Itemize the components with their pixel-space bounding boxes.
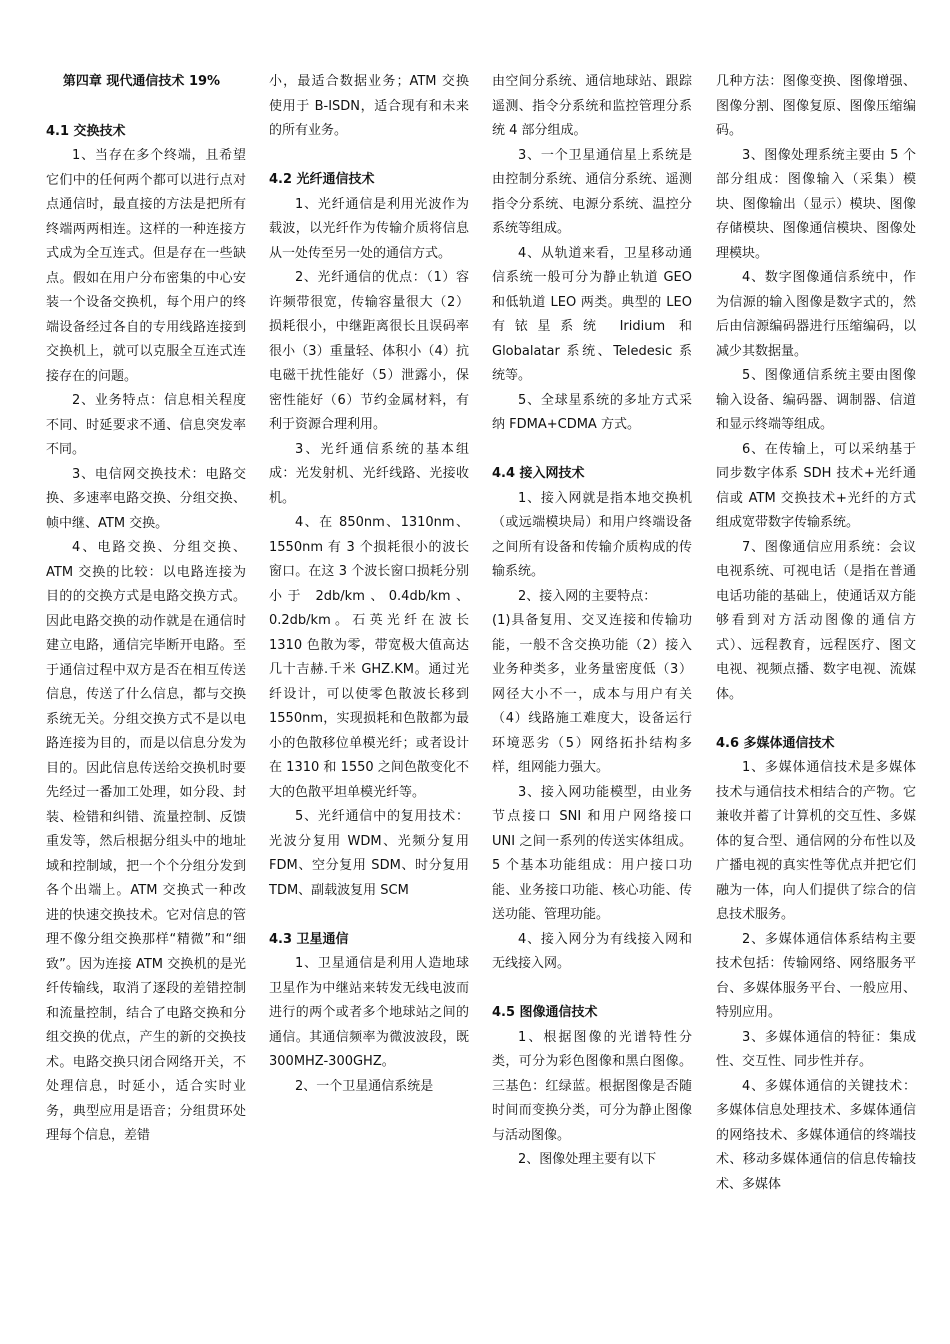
section-heading-4-2: 4.2 光纤通信技术 — [269, 172, 375, 187]
paragraph: 2、一个卫星通信系统是 — [295, 1078, 434, 1094]
paragraph: 1、卫星通信是利用人造地球卫星作为中继站来转发无线电波而进行的两个或者多个地球站之间的通信。其通信频率为微波波段，既 300MHZ-300GHZ。 — [269, 956, 469, 1069]
paragraph: 2、多媒体通信体系结构主要技术包括：传输网络、网络服务平台、多媒体服务平台、一般应用、特别应用。 — [716, 931, 916, 1020]
paragraph: 3、电信网交换技术：电路交换、多速率电路交换、分组交换、帧中继、ATM 交换。 — [46, 466, 246, 531]
section-heading-4-1: 4.1 交换技术 — [46, 123, 126, 139]
paragraph: 4、电路交换、分组交换、ATM 交换的比较：以电路连接为目的的交换方式是电路交换方式。因此电路交换的动作就是在通信时建立电路，通信完毕断开电路。至于通信过程中双方是否在相互传送信息，传送了什么信息，都与交换系统无关。分组交换方式不是以电路连接为目的，而是以信息分发为目的。因此信息传送给交换机时要先经过一番加工处理，如分段、封装、检错和纠错、流量控制、反馈重发等，然后根据分组头中的地址域和控制域，把一个个分组分发到各个出端上。ATM 交换式一种改进的快速交换技术。它对信息的管理不像分组交换那样“精微”和“细致”。因为连接 ATM 交换机的是光纤传输线，取消了逐段的差错控制和流量控制，结合了电路交换和分组交换的优点，产生的新的交换技术。电路交换只闭合网络开关，不处理信息，时延小，适合实时业务，典型应用是语音；分组贯环处理每个信息，差错 — [46, 540, 246, 1143]
paragraph: 1、光纤通信是利用光波作为载波，以光纤作为传输介质将信息从一处传至另一处的通信方式。 — [269, 196, 469, 261]
paragraph: 5、全球星系统的多址方式采纳 FDMA+CDMA 方式。 — [492, 392, 692, 432]
paragraph: 4、从轨道来看，卫星移动通信系统一般可分为静止轨道 GEO 和低轨道 LEO 两类。典型的 LEO 有铱星系统 Iridium 和 Globalatar 系统、Teledesic 系统等。 — [492, 245, 692, 383]
column-3 — [492, 70, 692, 1173]
section-heading-4-4: 4.4 接入网技术 — [492, 466, 585, 481]
section-heading-4-5: 4.5 图像通信技术 — [492, 1005, 598, 1020]
paragraph: 3、一个卫星通信星上系统是由控制分系统、通信分系统、遥测指令分系统、电源分系统、温控分系统等组成。 — [492, 147, 692, 236]
paragraph: 3、接入网功能模型，由业务节点接口 SNI 和用户网络接口 UNI 之间一系列的传送实体组成。5 个基本功能组成：用户接口功能、业务接口功能、核心功能、传送功能、管理功能。 — [492, 784, 692, 922]
paragraph: 4、接入网分为有线接入网和无线接入网。 — [492, 931, 692, 971]
paragraph: (1)具备复用、交叉连接和传输功能，一般不含交换功能（2）接入业务种类多，业务量密度低（3）网径大小不一，成本与用户有关（4）线路施工难度大，设备运行环境恶劣（5）网络拓扑结构多样，组网能力强大。 — [492, 613, 692, 775]
section-heading-4-6: 4.6 多媒体通信技术 — [716, 735, 835, 751]
paragraph: 2、业务特点：信息相关程度不同、时延要求不通、信息突发率不同。 — [46, 393, 246, 457]
paragraph: 3、光纤通信系统的基本组成：光发射机、光纤线路、光接收机。 — [269, 441, 469, 506]
paragraph: 1、根据图像的光谱特性分类，可分为彩色图像和黑白图像。三基色：红绿蓝。根据图像是否随时间而变换分类，可分为静止图像与活动图像。 — [492, 1029, 692, 1143]
column-4 — [716, 70, 916, 1197]
paragraph: 3、图像处理系统主要由 5 个部分组成：图像输入（采集）模块、图像输出（显示）模块、图像存储模块、图像通信模块、图像处理模块。 — [716, 147, 916, 261]
paragraph: 4、数字图像通信系统中，作为信源的输入图像是数字式的，然后由信源编码器进行压缩编码，以减少其数据量。 — [716, 270, 916, 359]
paragraph: 5、光纤通信中的复用技术：光波分复用 WDM、光频分复用 FDM、空分复用 SDM、时分复用 TDM、副载波复用 SCM — [269, 809, 469, 898]
paragraph: 1、接入网就是指本地交换机（或远端模块局）和用户终端设备之间所有设备和传输介质构成的传输系统。 — [492, 490, 692, 579]
paragraph: 2、图像处理主要有以下 — [518, 1152, 657, 1167]
paragraph: 7、图像通信应用系统：会议电视系统、可视电话（是指在普通电话功能的基础上，使通话双方能够看到对方活动图像的通信方式）、远程教育，远程医疗、图文电视、视频点播、数字电视、流媒体。 — [716, 539, 916, 702]
paragraph: 6、在传输上，可以采纳基于同步数字体系 SDH 技术+光纤通信或 ATM 交换技术+光纤的方式组成宽带数字传输系统。 — [716, 441, 916, 530]
paragraph: 1、多媒体通信技术是多媒体技术与通信技术相结合的产物。它兼收并蓄了计算机的交互性、多媒体的复合型、通信网的分布性以及广播电视的真实性等优点并把它们融为一体，向人们提供了综合的信息技术服务。 — [716, 760, 916, 922]
column-1 — [46, 70, 246, 1149]
paragraph: 由空间分系统、通信地球站、跟踪遥测、指令分系统和监控管理分系统 4 部分组成。 — [492, 74, 692, 138]
paragraph: 4、在 850nm、1310nm、1550nm 有 3 个损耗很小的波长窗口。在这 3 个波长窗口损耗分别小于 2db/km、0.4db/km、0.2db/km。石英光纤在波长 1310 色散为零，带宽极大值高达几十吉赫.千米 GHZ.KM。通过光纤设计，可以使零色散波长移到 1550nm，实现损耗和色散都为最小的色散移位单模光纤；或者设计在 1310 和 1550 之间色散变化不大的色散平坦单模光纤等。 — [269, 515, 469, 800]
chapter-title: 第四章 现代通信技术 19% — [62, 74, 221, 89]
column-2 — [269, 70, 469, 1099]
section-heading-4-3: 4.3 卫星通信 — [269, 931, 349, 947]
paragraph: 5、图像通信系统主要由图像输入设备、编码器、调制器、信道和显示终端等组成。 — [716, 368, 916, 432]
paragraph: 4、多媒体通信的关键技术：多媒体信息处理技术、多媒体通信的网络技术、多媒体通信的终端技术、移动多媒体通信的信息传输技术、多媒体 — [716, 1078, 916, 1192]
paragraph: 1、当存在多个终端，且希望它们中的任何两个都可以进行点对点通信时，最直接的方法是把所有终端两两相连。这样的一种连接方式成为全互连式。但是存在一些缺点。假如在用户分布密集的中心安装一个设备交换机，每个用户的终端设备经过各自的专用线路连接到交换机上，就可以克服全互连式连接存在的问题。 — [46, 148, 246, 384]
paragraph: 小，最适合数据业务；ATM 交换使用于 B-ISDN，适合现有和未来的所有业务。 — [269, 74, 469, 138]
paragraph: 3、多媒体通信的特征：集成性、交互性、同步性并存。 — [716, 1029, 916, 1069]
paragraph: 几种方法：图像变换、图像增强、图像分割、图像复原、图像压缩编码。 — [716, 74, 916, 138]
paragraph: 2、光纤通信的优点：（1）容许频带很宽，传输容量很大（2）损耗很小，中继距离很长且误码率很小（3）重量轻、体积小（4）抗电磁干扰性能好（5）泄露小，保密性能好（6）节约金属材料，有利于资源合理利用。 — [269, 270, 469, 432]
paragraph: 2、接入网的主要特点： — [518, 588, 657, 604]
